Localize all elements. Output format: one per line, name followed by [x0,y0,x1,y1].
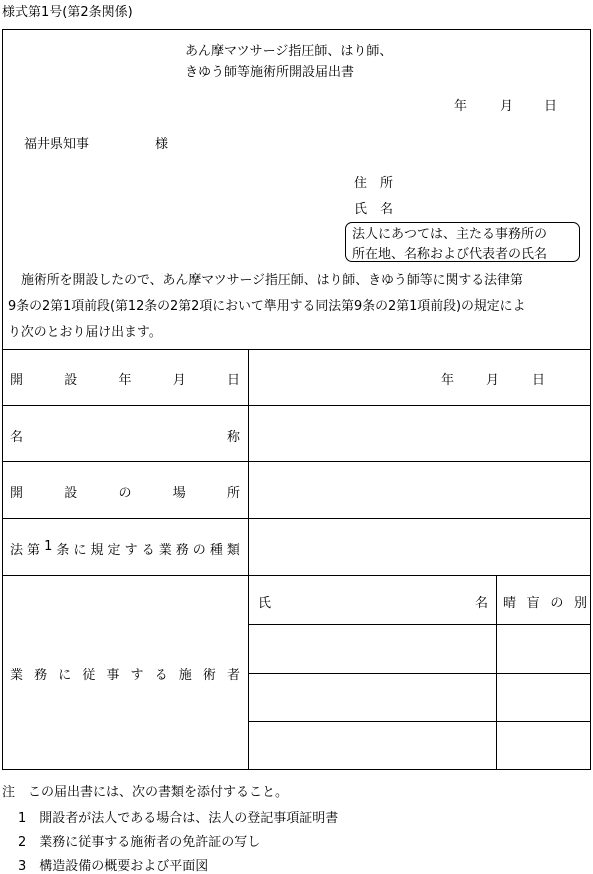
label-char: す [124,543,138,558]
notes-item: 1 開設者が法人である場合は、法人の登記事項証明書 [18,811,339,826]
row-divider [2,461,591,462]
notes-intro: 注 この届出書には、次の書類を添付すること。 [2,785,289,800]
header-char: 氏 [258,596,272,611]
label-char: 称 [226,430,240,445]
row-divider [2,518,591,519]
applicant-address-label: 住 所 [354,176,394,191]
row-label-name [10,426,240,445]
row-divider [2,575,591,576]
label-char: 月 [172,373,186,388]
form-number-label: 様式第1号(第2条関係) [2,5,133,20]
label-char: 日 [226,373,240,388]
label-char: 施 [178,668,192,683]
label-char: 開 [10,486,24,501]
header-char: 晴 [503,596,517,611]
label-char: の [192,543,206,558]
header-char: の [550,596,564,611]
corporate-note-line1: 法人にあつては、主たる事務所の [352,227,548,242]
form-title-line2: きゆう師等施術所開設届出書 [185,65,355,80]
label-char: す [130,668,144,683]
label-char: る [141,543,155,558]
notes-item: 2 業務に従事する施術者の免許証の写し [18,835,261,850]
label-char: 術 [202,668,216,683]
addressee-honorific: 様 [155,137,169,152]
label-char: 者 [226,668,240,683]
label-char: 業 [158,543,172,558]
practitioner-name-header [258,592,488,611]
form-frame [2,29,591,770]
label-char: 場 [172,486,186,501]
opening-date-day: 日 [532,373,546,388]
body-text-line3: り次のとおり届け出ます。 [8,325,162,340]
opening-date-year: 年 [441,373,455,388]
label-char: る [154,668,168,683]
label-char: 年 [118,373,132,388]
label-char: 務 [34,668,48,683]
opening-date-month: 月 [486,373,500,388]
practitioner-row-divider [248,624,591,625]
date-day-label: 日 [544,99,558,114]
row-label-opening-date [10,369,240,388]
row-label-location [10,482,240,501]
label-char: に [73,543,87,558]
addressee-name: 福井県知事 [24,137,90,152]
corporate-note-line2: 所在地、名称および代表者の氏名 [352,247,548,262]
label-char: 1 [44,539,53,554]
label-char: 規 [90,543,104,558]
date-year-label: 年 [454,99,468,114]
label-char: 定 [107,543,121,558]
label-char: 設 [64,373,78,388]
form-title-line1: あん摩マツサージ指圧師、はり師、 [185,44,393,59]
label-char: 従 [82,668,96,683]
label-char: 第 [27,543,41,558]
practitioner-row-divider [248,721,591,722]
notes-item: 3 構造設備の概要および平面図 [18,859,209,874]
column-divider [248,349,249,770]
label-char: 法 [10,543,24,558]
label-char: 開 [10,373,24,388]
practitioner-row-divider [248,673,591,674]
applicant-name-label: 氏 名 [354,202,394,217]
row-label-practitioners [10,664,240,683]
row-divider [2,405,591,406]
label-char: の [118,486,132,501]
date-month-label: 月 [500,99,514,114]
label-char: 名 [10,430,24,445]
header-char: 名 [474,596,488,611]
label-char: 事 [106,668,120,683]
label-char: 設 [64,486,78,501]
label-char: 種 [209,543,223,558]
label-char: 類 [226,543,240,558]
practitioner-blind-header [503,592,587,611]
label-char: 業 [10,668,24,683]
label-char: 務 [175,543,189,558]
row-label-business-type [10,539,240,558]
table-top-border [2,349,591,350]
header-char: 別 [573,596,587,611]
practitioner-column-divider [496,575,497,770]
label-char: 条 [56,543,70,558]
header-char: 盲 [526,596,540,611]
body-text-line2: 9条の2第1項前段(第12条の2第2項において準用する同法第9条の2第1項前段)の規定によ [8,299,526,314]
body-text-line1: 施術所を開設したので、あん摩マツサージ指圧師、はり師、きゆう師等に関する法律第 [21,273,523,288]
label-char: 所 [226,486,240,501]
label-char: に [58,668,72,683]
